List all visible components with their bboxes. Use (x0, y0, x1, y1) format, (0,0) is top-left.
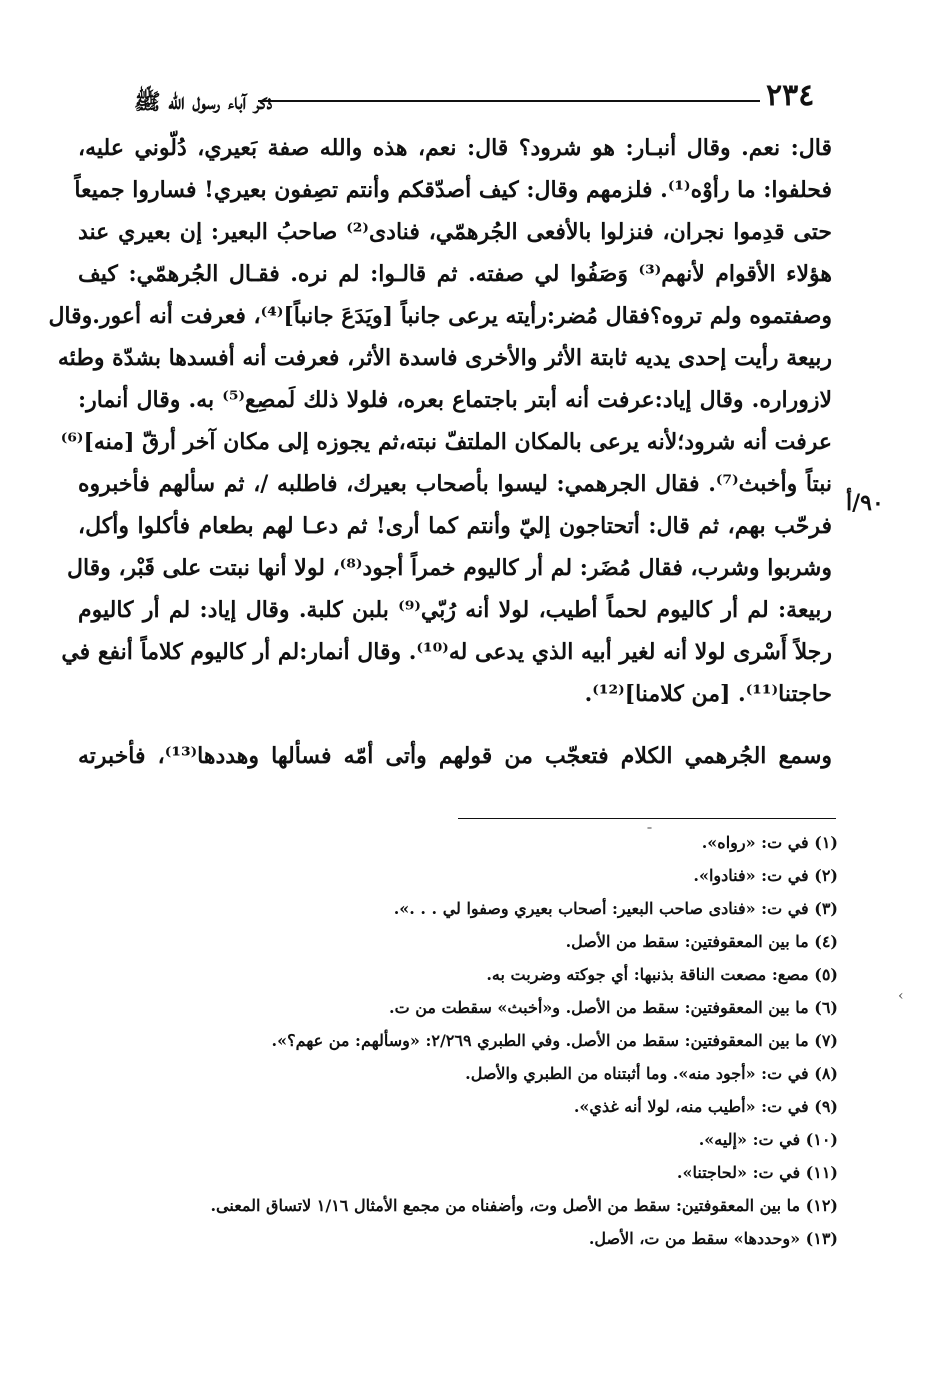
text-line: وصفتموه ولم تروه؟فقال مُضر:رأيته يرعى جانباً [ويَدَعَ جانباً]⁽⁴⁾، فعرفت أنه أعور.وقال (48, 303, 832, 329)
scan-speck: ˉ (646, 826, 653, 842)
footnote: (١٣) «وحددها» سقط من ت، الأصل. (588, 1229, 838, 1248)
text-line: فرحّب بهم، ثم قال: أتحتاجون إليّ وأنتم كما أرى! ثم دعـا لهم بطعام فأكلوا وأكل، (78, 513, 832, 539)
footnote: (١) في ت: «رواه». (701, 833, 838, 852)
text-line: حتى قدِموا نجران، فنزلوا بالأفعى الجُرهمّي، فنادى⁽²⁾ صاحبُ البعير: إن بعيري عند (78, 219, 833, 245)
text-line: عرفت أنه شرود؛لأنه يرعى بالمكان الملتفّ نبته،ثم يجوزه إلى مكان آخر أرقّ [منه]⁽⁶⁾ (60, 429, 832, 455)
footnote: (٦) ما بين المعقوفتين: سقط من الأصل. و«أخبث» سقطت من ت. (389, 998, 838, 1017)
footnote: (١٢) ما بين المعقوفتين: سقط من الأصل وت، وأضفناه من مجمع الأمثال ١/١٦ لاتساق المعنى. (210, 1196, 838, 1215)
text-line: ربيعة: لم أر كاليوم لحماً أطيب، لولا أنه رُبّي⁽⁹⁾ بلبن كلبة. وقال إياد: لم أر كاليوم (78, 597, 832, 623)
footnote: (٥) مصع: مصعت الناقة بذنبها: أي جوكته وضربت به. (486, 965, 838, 984)
text-line: وشربوا وشرب، فقال مُضَر: لم أر كاليوم خمراً أجود⁽⁸⁾، لولا أنها نبتت على قَبْر، وقال (66, 555, 832, 581)
margin-folio-note: ٩٠/أ (846, 490, 884, 516)
page-number: ٢٣٤ (766, 78, 815, 113)
text-line: هؤلاء الأقوام لأنهم⁽³⁾ وَصَفُوا لي صفته. ثم قالـوا: لم نره. فقـال الجُرهمّي: كيف (78, 261, 832, 287)
header-rule (258, 100, 760, 102)
footnote: (٨) في ت: «أجود منه». وما أثبتناه من الطبري والأصل. (465, 1064, 838, 1083)
text-line: رجلاً أَسْرى لولا أنه لغير أبيه الذي يدعى له⁽¹⁰⁾. وقال أنمار:لم أر كاليوم كلاماً أنفع في (61, 639, 832, 665)
footnote: (١١) في ت: «لحاجتنا». (676, 1163, 838, 1182)
running-header-title: ذكر آباء رسول الله ﷺ (134, 89, 273, 115)
text-line: ربيعة رأيت إحدى يديه ثابتة الأثر والأخرى فاسدة الأثر، فعرفت أنه أفسدها بشدّة وطئه (57, 345, 832, 371)
main-text (48, 127, 833, 777)
text-line: فحلفوا: ما رأوْه⁽¹⁾. فلزمهم وقال: كيف أصدّقكم وأنتم تصِفون بعيري! فساروا جميعاً (74, 177, 832, 203)
text-line: وسمع الجُرهمي الكلام فتعجّب من قولهم وأتى أمّه فسألها وهددها⁽¹³⁾، فأخبرته (78, 743, 833, 769)
footnote-rule (458, 818, 836, 819)
text-line: نبتاً وأخبث⁽⁷⁾. فقال الجرهمي: ليسوا بأصحاب بعيرك، فاطلبه /، ثم سألهم فأخبروه (78, 471, 832, 497)
footnote: (١٠) في ت: «إليه». (698, 1130, 838, 1149)
scan-speck: ‹ (898, 988, 904, 1004)
text-line: لازوراره. وقال إياد:عرفت أنه أبتر باجتماع بعره، فلولا ذلك لَمصِع⁽⁵⁾ به. وقال أنمار: (78, 387, 832, 413)
footnote: (٢) في ت: «فنادوا». (693, 866, 838, 885)
paragraph-gap (78, 715, 832, 735)
footnote: (٣) في ت: «فنادى صاحب البعير: أصحاب بعيري وصفوا لي . . .». (393, 899, 838, 918)
footnote: (٧) ما بين المعقوفتين: سقط من الأصل. وفي الطبري ٢/٢٦٩: «وسألهم: من عهم؟». (271, 1031, 838, 1050)
text-line: قال: نعم. وقال أنبـار: هو شرود؟ قال: نعم، هذه والله صفة بَعيري، دُلّوني عليه، (78, 135, 832, 161)
footnote: (٤) ما بين المعقوفتين: سقط من الأصل. (565, 932, 838, 951)
text-line: حاجتنا⁽¹¹⁾. [من كلامنا]⁽¹²⁾. (584, 681, 832, 707)
footnote: (٩) في ت: «أطيب منه، لولا أنه غذي». (573, 1097, 838, 1116)
footnotes (140, 826, 838, 1255)
